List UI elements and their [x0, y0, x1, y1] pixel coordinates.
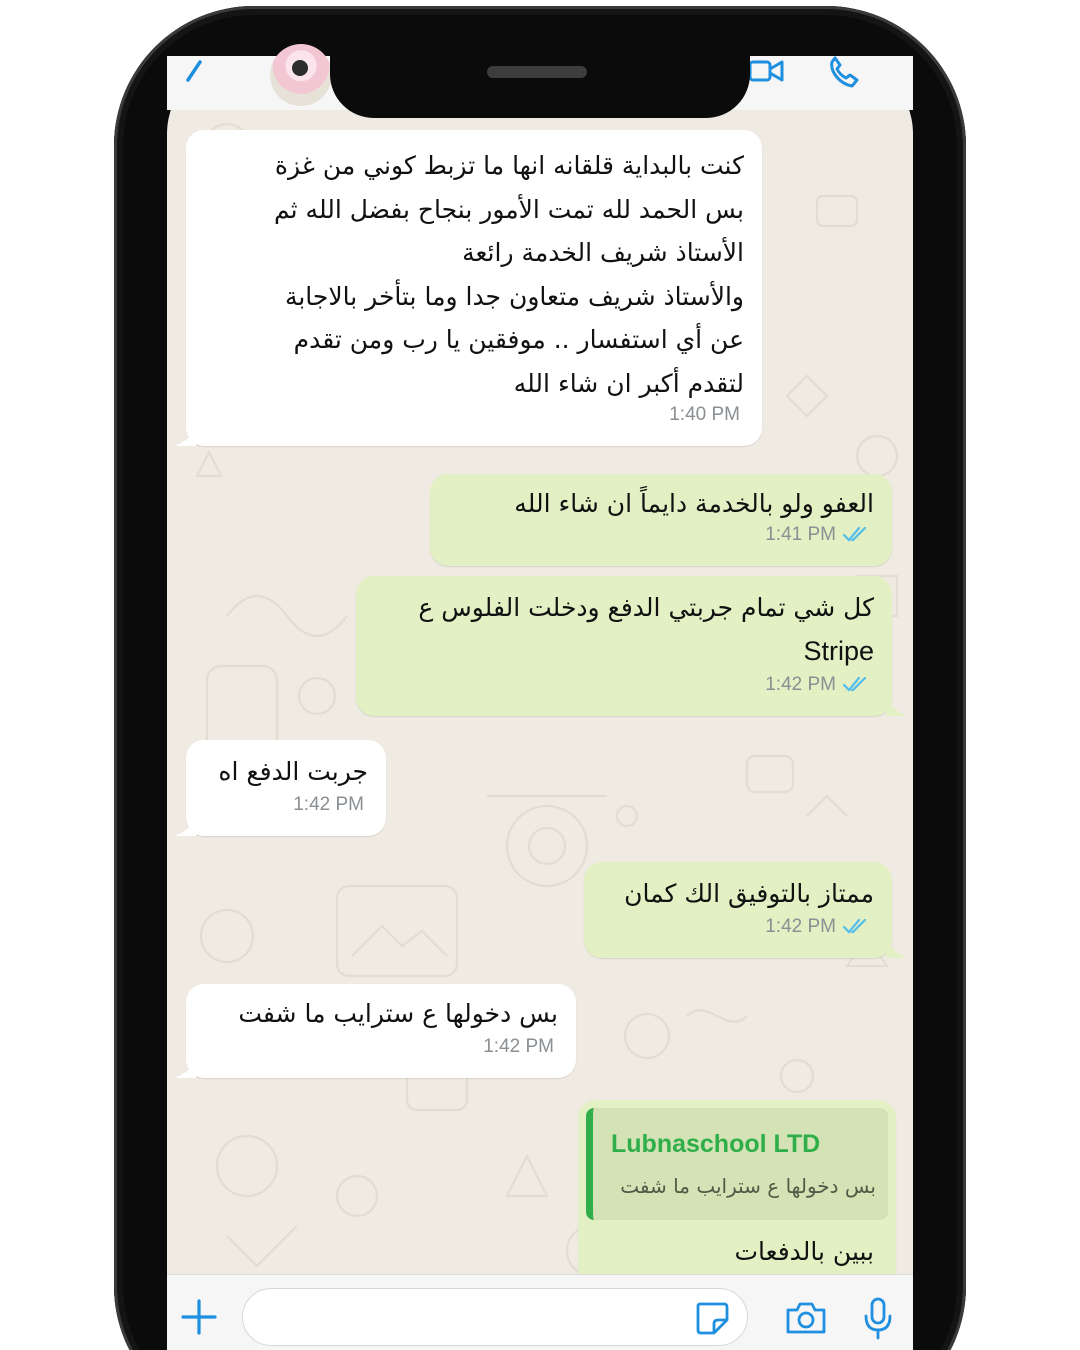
sticker-icon[interactable] — [694, 1300, 730, 1336]
message-text: بس دخولها ع سترايب ما شفت — [238, 999, 558, 1028]
microphone-icon[interactable] — [862, 1296, 894, 1340]
message-input[interactable] — [242, 1288, 748, 1346]
message-time: 1:42 PM — [765, 915, 836, 937]
message-time: 1:40 PM — [669, 403, 740, 425]
message-time: 1:42 PM — [483, 1035, 554, 1057]
quoted-text: بس دخولها ع سترايب ما شفت — [620, 1174, 876, 1198]
camera-icon[interactable] — [784, 1300, 828, 1336]
avatar-detail — [292, 60, 308, 76]
back-icon[interactable] — [178, 58, 204, 86]
message-meta — [293, 783, 364, 827]
message-meta — [765, 513, 870, 557]
message-outgoing[interactable] — [430, 474, 892, 566]
message-meta — [765, 663, 870, 707]
message-time: 1:42 PM — [293, 793, 364, 815]
message-text: كل شي تمام جربتي الدفع ودخلت الفلوس ع — [418, 593, 874, 622]
voice-call-icon[interactable] — [826, 56, 866, 88]
video-call-icon[interactable] — [748, 58, 784, 84]
message-incoming[interactable] — [186, 740, 386, 836]
message-text: ببين بالدفعات — [734, 1237, 874, 1266]
message-incoming[interactable] — [186, 130, 762, 446]
message-text-latin: Stripe — [803, 636, 874, 666]
read-receipt-icon — [842, 526, 870, 542]
bubble-tail — [886, 698, 908, 718]
message-incoming[interactable] — [186, 984, 576, 1078]
quoted-author: Lubnaschool LTD — [611, 1130, 821, 1158]
bubble-tail — [174, 818, 196, 838]
bubble-tail — [886, 940, 908, 960]
message-meta — [669, 393, 740, 437]
phone-speaker — [487, 66, 587, 78]
message-time: 1:42 PM — [765, 673, 836, 695]
bubble-tail — [174, 1060, 196, 1080]
plus-icon[interactable] — [180, 1298, 218, 1336]
message-outgoing[interactable] — [584, 862, 892, 958]
message-text: العفو ولو بالخدمة دايماً ان شاء الله — [514, 489, 874, 518]
message-meta — [483, 1025, 554, 1069]
message-outgoing[interactable] — [356, 576, 892, 716]
avatar[interactable] — [270, 44, 332, 106]
message-text: كنت بالبداية قلقانه انها ما تزبط كوني من غزة بس الحمد لله تمت الأمور بنجاح بفضل الله ثم الأستاذ شريف الخدمة رائعة والأستاذ شريف متعاون جدا وما بتأخر بالاجابة عن أي استفسار .. موفقين يا رب ومن تقدم لتقدم أكبر ان شاء الله — [274, 151, 744, 398]
quoted-message[interactable] — [586, 1108, 888, 1220]
bubble-tail — [174, 428, 196, 448]
message-text: جربت الدفع اه — [218, 757, 368, 786]
message-text: ممتاز بالتوفيق الك كمان — [624, 879, 874, 908]
read-receipt-icon — [842, 676, 870, 692]
read-receipt-icon — [842, 918, 870, 934]
message-time: 1:41 PM — [765, 523, 836, 545]
message-meta — [765, 905, 870, 949]
